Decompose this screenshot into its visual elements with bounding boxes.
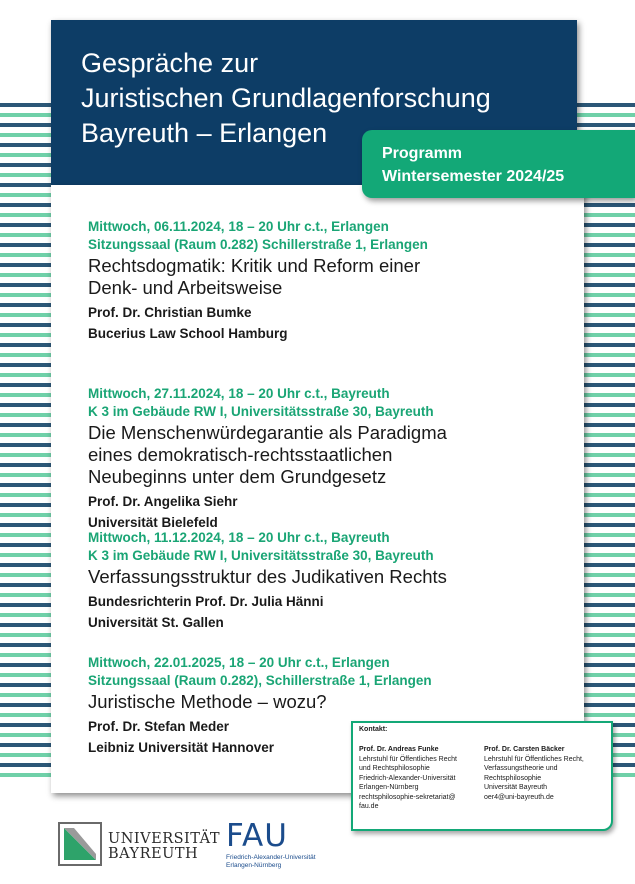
contact-box [351, 721, 613, 831]
event-topic-line: Die Menschenwürdegarantie als Paradigma [88, 422, 447, 443]
fau-sub-line-2: Erlangen-Nürnberg [226, 862, 282, 869]
event-date: Mittwoch, 22.01.2025, 18 – 20 Uhr c.t., Erlangen [88, 655, 390, 670]
event-topic [88, 691, 558, 713]
speaker-name: Bundesrichterin Prof. Dr. Julia Hänni [88, 594, 324, 609]
event-topic [88, 422, 558, 488]
event-speaker [88, 591, 558, 633]
contact-baecker [484, 745, 608, 802]
event-3 [88, 529, 558, 633]
event-location: K 3 im Gebäude RW I, Universitätsstraße 30, Bayreuth [88, 548, 434, 563]
event-speaker [88, 302, 558, 344]
event-topic-line: Neubeginns unter dem Grundgesetz [88, 466, 387, 487]
program-badge [362, 130, 635, 198]
ubt-line-2: BAYREUTH [108, 846, 199, 862]
event-location: Sitzungssaal (Raum 0.282), Schillerstraße 1, Erlangen [88, 673, 432, 688]
contact-line: Erlangen-Nürnberg [359, 784, 419, 791]
event-topic-line: Verfassungsstruktur des Judikativen Rechts [88, 566, 447, 587]
event-1 [88, 218, 558, 344]
event-topic [88, 566, 558, 588]
contact-name: Prof. Dr. Andreas Funke [359, 746, 439, 753]
semester-label: Wintersemester 2024/25 [382, 168, 565, 185]
contact-line: Friedrich-Alexander-Universität [359, 774, 456, 782]
contact-email[interactable]: rechtsphilosophie-sekretariat@ [359, 793, 456, 801]
speaker-institution: Leibniz Universität Hannover [88, 740, 275, 755]
contact-name: Prof. Dr. Carsten Bäcker [484, 746, 565, 753]
event-date: Mittwoch, 06.11.2024, 18 – 20 Uhr c.t., Erlangen [88, 219, 389, 234]
event-2 [88, 385, 558, 533]
speaker-name: Prof. Dr. Christian Bumke [88, 305, 252, 320]
uni-bayreuth-wordmark [108, 832, 220, 862]
speaker-institution: Universität St. Gallen [88, 615, 224, 630]
uni-bayreuth-mark-icon [58, 822, 102, 866]
speaker-institution: Bucerius Law School Hamburg [88, 326, 288, 341]
event-topic [88, 255, 558, 299]
fau-logo [226, 820, 346, 872]
fau-subtitle [226, 854, 316, 870]
event-location: Sitzungssaal (Raum 0.282) Schillerstraße 1, Erlangen [88, 237, 428, 252]
contact-email[interactable]: oer4@uni-bayreuth.de [484, 793, 554, 801]
event-topic-line: Denk- und Arbeitsweise [88, 277, 283, 298]
event-topic-line: Rechtsdogmatik: Kritik und Reform einer [88, 255, 421, 276]
event-location: K 3 im Gebäude RW I, Universitätsstraße 30, Bayreuth [88, 404, 434, 419]
contact-funke [359, 745, 483, 812]
program-content [51, 185, 584, 793]
event-date: Mittwoch, 11.12.2024, 18 – 20 Uhr c.t., Bayreuth [88, 530, 390, 545]
contact-line: Rechtsphilosophie [484, 774, 542, 782]
contact-title: Kontakt: [359, 726, 388, 733]
speaker-name: Prof. Dr. Stefan Meder [88, 719, 230, 734]
event-topic-line: Juristische Methode – wozu? [88, 691, 327, 712]
speaker-name: Prof. Dr. Angelika Siehr [88, 494, 238, 509]
speaker-institution: Universität Bielefeld [88, 515, 218, 530]
ubt-line-1: UNIVERSITÄT [108, 831, 220, 847]
event-speaker [88, 491, 558, 533]
contact-email[interactable]: fau.de [359, 803, 379, 810]
uni-bayreuth-logo [58, 822, 218, 870]
title-line-2: Juristischen Grundlagenforschung [81, 83, 491, 113]
contact-line: und Rechtsphilosophie [359, 765, 430, 772]
contact-line: Lehrstuhl für Öffentliches Recht, [484, 755, 584, 763]
title-line-3: Bayreuth – Erlangen [81, 118, 328, 148]
event-date: Mittwoch, 27.11.2024, 18 – 20 Uhr c.t., Bayreuth [88, 386, 390, 401]
contact-line: Universität Bayreuth [484, 784, 548, 791]
title-line-1: Gespräche zur [81, 48, 259, 78]
event-topic-line: eines demokratisch-rechtsstaatlichen [88, 444, 393, 465]
contact-line: Lehrstuhl für Öffentliches Recht [359, 755, 457, 763]
fau-wordmark: FAU [226, 818, 288, 854]
fau-sub-line-1: Friedrich-Alexander-Universität [226, 854, 316, 861]
program-label: Programm [382, 145, 463, 162]
contact-line: Verfassungstheorie und [484, 765, 558, 772]
